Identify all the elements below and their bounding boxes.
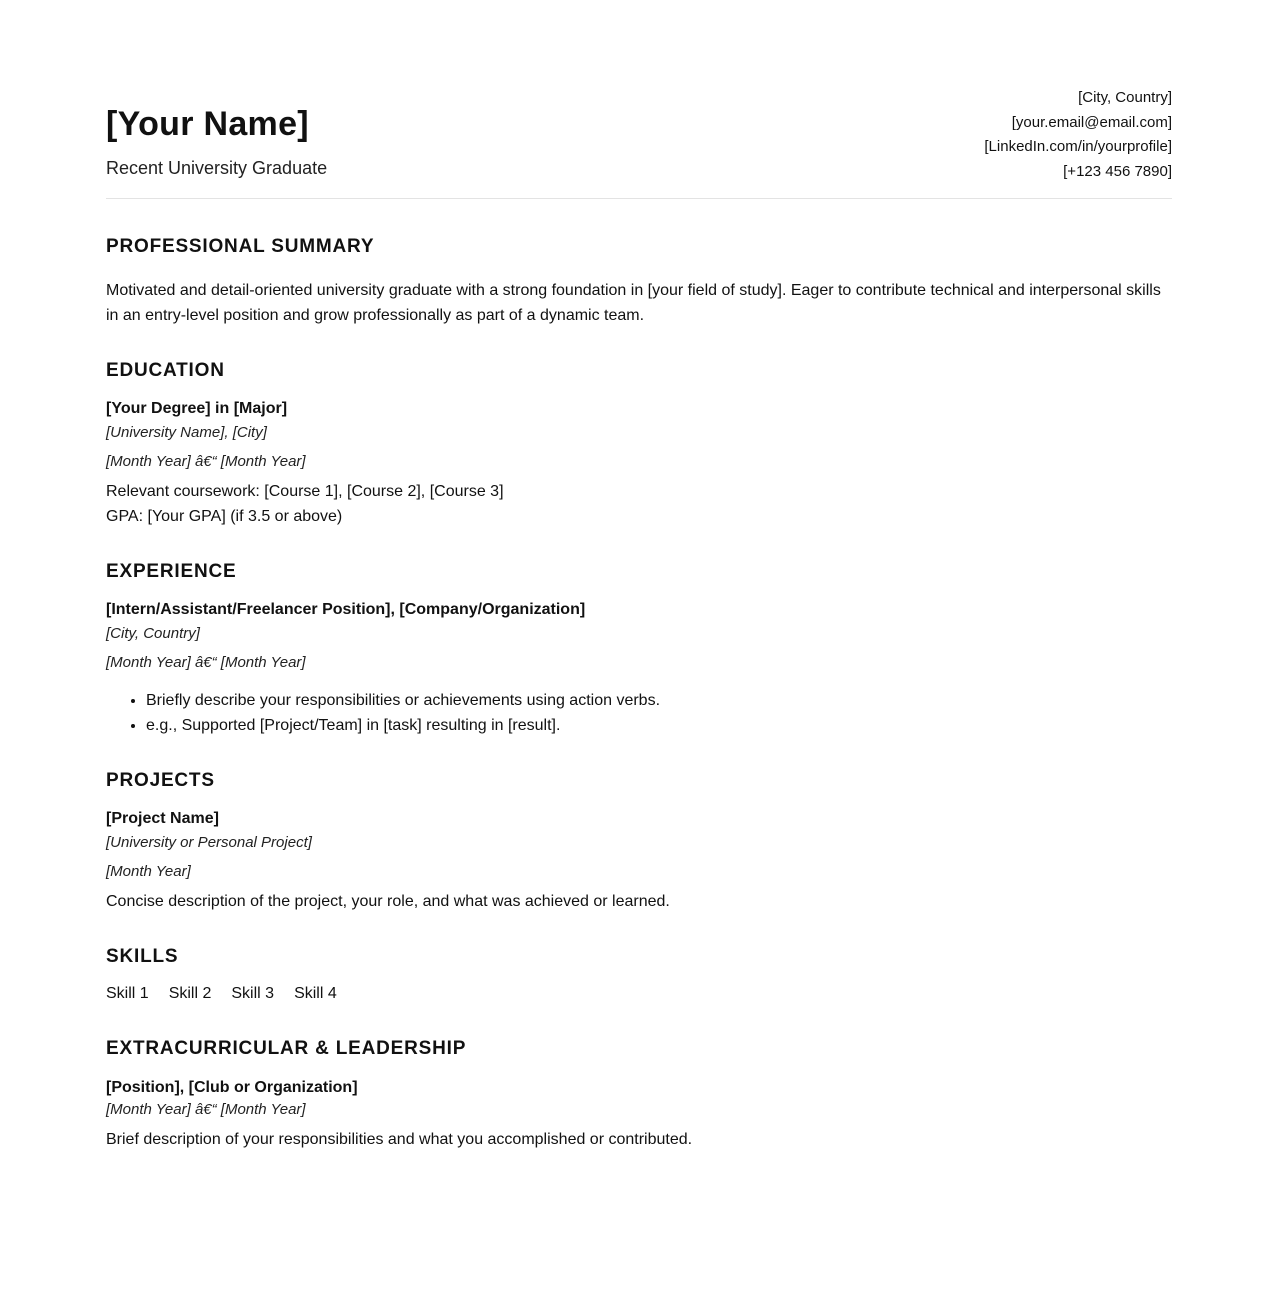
experience-bullets [106,688,1172,738]
education-dates: [Month Year] â€“ [Month Year] [106,453,306,470]
resume-header [106,86,1172,199]
summary-section [106,235,1172,328]
section-title-summary: PROFESSIONAL SUMMARY [106,236,375,257]
section-title-skills: SKILLS [106,946,179,967]
skill-item: Skill 2 [168,985,212,1002]
experience-dates: [Month Year] â€“ [Month Year] [106,654,306,671]
contact-phone: [+123 456 7890] [1063,162,1172,180]
candidate-name: [Your Name] [106,105,309,143]
experience-position: [Intern/Assistant/Freelancer Position], [Company/Organization] [106,601,586,618]
projects-section [106,769,1172,914]
skill-item: Skill 1 [106,985,149,1002]
education-section [106,359,1172,529]
project-name: [Project Name] [106,810,219,827]
section-title-education: EDUCATION [106,360,225,381]
skill-item: Skill 4 [294,985,337,1002]
project-type: [University or Personal Project] [106,834,312,851]
education-degree: [Your Degree] in [Major] [106,400,288,417]
skill-item: Skill 3 [231,985,275,1002]
section-title-experience: EXPERIENCE [106,561,237,582]
experience-section [106,560,1172,738]
experience-location: [City, Country] [106,625,200,642]
education-gpa: GPA: [Your GPA] (if 3.5 or above) [106,508,343,525]
education-institution: [University Name], [City] [106,424,267,441]
skills-section [106,945,1172,1005]
summary-text: Motivated and detail-oriented university graduate with a strong foundation in [your field of study]. Eager to contribute technical and interpersonal skills in an entry-level position and grow professionally as part of a dynamic team. [106,282,1161,324]
section-title-extracurricular: EXTRACURRICULAR & LEADERSHIP [106,1038,467,1059]
resume-page [106,0,1172,1152]
education-coursework: Relevant coursework: [Course 1], [Course 2], [Course 3] [106,483,504,500]
extracurricular-position: [Position], [Club or Organization] [106,1079,358,1096]
skills-list [106,983,1172,1005]
contact-location: [City, Country] [1078,89,1172,106]
list-item: • Briefly describe your responsibilities or achievements using action verbs. [146,688,1172,713]
extracurricular-dates: [Month Year] â€“ [Month Year] [106,1101,306,1118]
contact-linkedin: [LinkedIn.com/in/yourprofile] [984,138,1172,155]
section-title-projects: PROJECTS [106,770,215,791]
list-item: • e.g., Supported [Project/Team] in [task] resulting in [result]. [146,713,1172,738]
contact-block [984,86,1172,184]
candidate-subtitle: Recent University Graduate [106,158,328,178]
extracurricular-description: Brief description of your responsibilities and what you accomplished or contributed. [106,1131,693,1148]
contact-email: [your.email@email.com] [1011,113,1172,131]
project-date: [Month Year] [106,863,191,880]
project-description: Concise description of the project, your role, and what was achieved or learned. [106,893,670,910]
extracurricular-section [106,1037,1172,1152]
